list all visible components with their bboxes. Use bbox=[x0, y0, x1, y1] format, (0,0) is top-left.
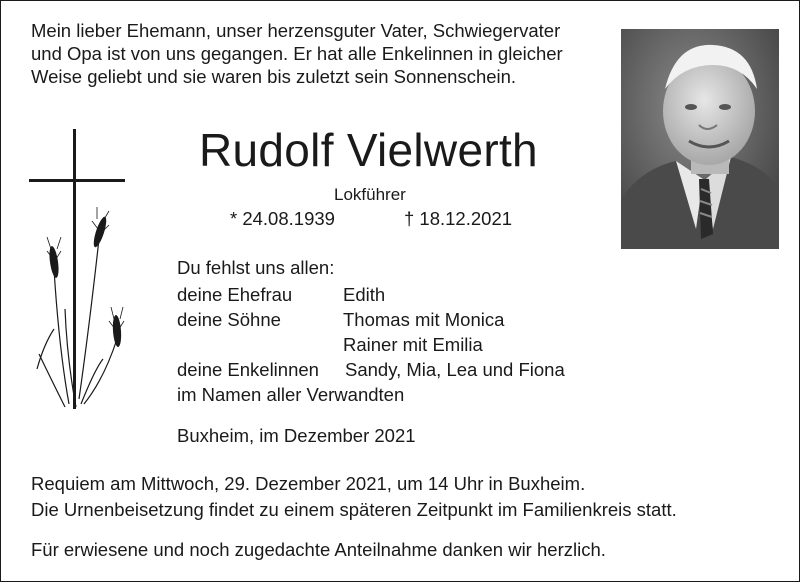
birth-date: * 24.08.1939 bbox=[230, 208, 335, 229]
mourner-row bbox=[177, 284, 386, 306]
intro-text bbox=[31, 19, 611, 88]
missing-heading: Du fehlst uns allen: bbox=[177, 257, 335, 278]
occupation: Lokführer bbox=[334, 185, 406, 204]
requiem-info: Requiem am Mittwoch, 29. Dezember 2021, um 14 Uhr in Buxheim. bbox=[31, 473, 586, 494]
mourner-names: Sandy, Mia, Lea und Fiona bbox=[345, 359, 565, 380]
mourner-names: Rainer mit Emilia bbox=[343, 334, 483, 355]
mourner-names: Edith bbox=[343, 284, 386, 305]
death-date: † 18.12.2021 bbox=[404, 208, 513, 229]
urn-burial-info: Die Urnenbeisetzung findet zu einem späteren Zeitpunkt im Familienkreis statt. bbox=[31, 499, 677, 520]
cross-with-wheat-icon bbox=[29, 129, 129, 409]
mourner-row bbox=[177, 359, 565, 381]
intro-line: und Opa ist von uns gegangen. Er hat alle Enkelinnen in gleicher bbox=[31, 43, 563, 64]
place-date: Buxheim, im Dezember 2021 bbox=[177, 425, 416, 446]
deceased-name: Rudolf Vielwerth bbox=[199, 124, 538, 176]
mourner-role: deine Ehefrau bbox=[177, 284, 293, 305]
mourner-row bbox=[177, 309, 505, 331]
life-dates bbox=[230, 208, 513, 230]
thanks-line: Für erwiesene und noch zugedachte Anteilnahme danken wir herzlich. bbox=[31, 539, 606, 560]
relatives-line: im Namen aller Verwandten bbox=[177, 384, 405, 405]
intro-line: Mein lieber Ehemann, unser herzensguter Vater, Schwiegervater bbox=[31, 20, 561, 41]
mourner-names: Thomas mit Monica bbox=[343, 309, 505, 330]
mourner-role: deine Söhne bbox=[177, 309, 281, 330]
mourner-role: deine Enkelinnen bbox=[177, 359, 319, 380]
intro-line: Weise geliebt und sie waren bis zuletzt sein Sonnenschein. bbox=[31, 66, 517, 87]
portrait-photo bbox=[621, 29, 779, 249]
